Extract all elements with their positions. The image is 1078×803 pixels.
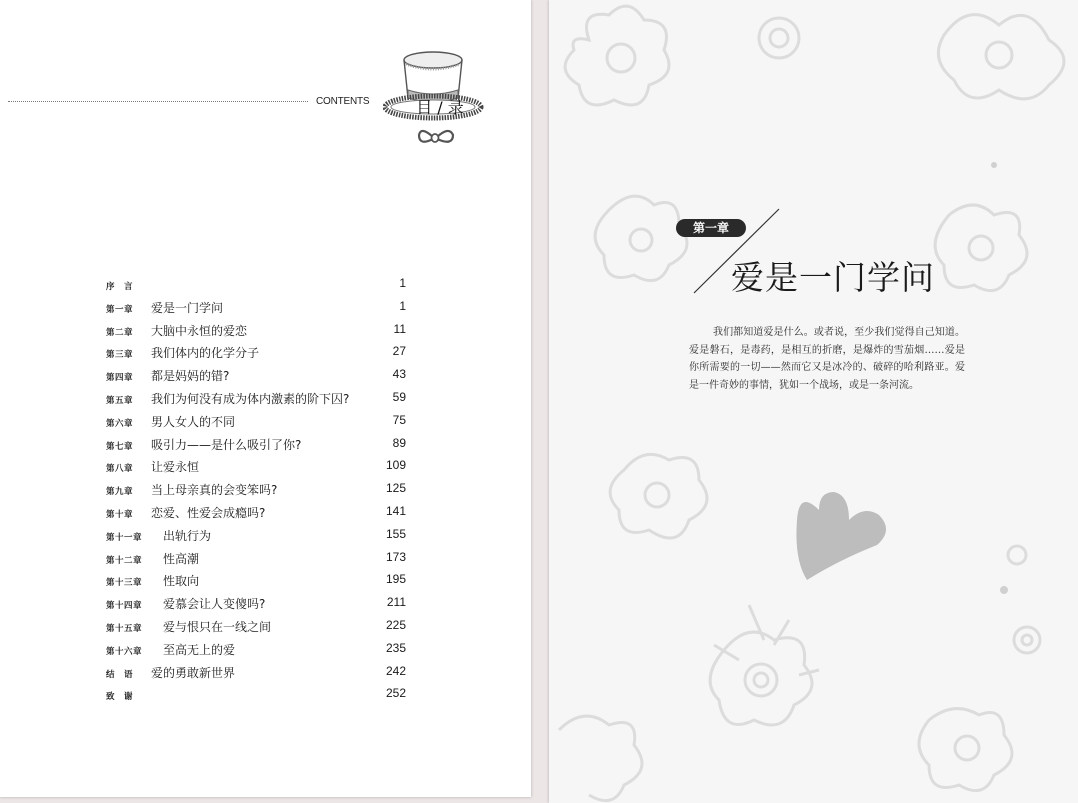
entry-title: 吸引力——是什么吸引了你? <box>151 437 302 452</box>
entry-page: 75 <box>392 412 406 427</box>
toc-entry[interactable] <box>106 455 406 478</box>
entry-page: 11 <box>393 321 406 336</box>
entry-title: 爱慕会让人变傻吗? <box>163 597 266 612</box>
entry-label: 序 言 <box>106 282 134 292</box>
toc-entry[interactable] <box>106 661 406 684</box>
entry-title: 我们体内的化学分子 <box>151 346 260 361</box>
entry-page: 141 <box>385 503 406 518</box>
toc-entry[interactable] <box>106 592 406 615</box>
entry-title: 爱的勇敢新世界 <box>151 665 236 680</box>
entry-label: 第十二章 <box>106 555 143 566</box>
entry-label: 结 语 <box>106 669 134 680</box>
entry-page: 1 <box>399 298 406 313</box>
toc-entry[interactable] <box>106 683 406 706</box>
entry-title: 至高无上的爱 <box>163 642 236 657</box>
entry-title: 让爱永恒 <box>151 460 200 475</box>
entry-label: 第十三章 <box>106 578 143 589</box>
toc-entry[interactable] <box>106 501 406 524</box>
entry-page: 27 <box>392 344 406 359</box>
entry-label: 第三章 <box>106 350 134 361</box>
entry-label: 第十四章 <box>106 601 143 612</box>
entry-page: 173 <box>385 549 406 564</box>
entry-page: 43 <box>392 367 406 382</box>
toc-entry[interactable] <box>106 569 406 592</box>
entry-title: 当上母亲真的会变笨吗? <box>151 483 278 498</box>
entry-page: 59 <box>392 389 406 404</box>
entry-label: 第四章 <box>106 373 134 384</box>
entry-title: 性高潮 <box>163 551 200 566</box>
toc-entry[interactable] <box>106 273 406 296</box>
floral-doodle-background <box>549 0 1078 803</box>
toc-entry[interactable] <box>106 410 406 433</box>
entry-label: 第七章 <box>106 441 134 452</box>
entry-label: 第十一章 <box>106 532 143 543</box>
toc-title: 目 / 录 <box>416 98 464 117</box>
entry-title: 出轨行为 <box>163 528 212 543</box>
toc-entry[interactable] <box>106 341 406 364</box>
entry-page: 1 <box>399 276 406 290</box>
entry-label: 第六章 <box>106 418 134 429</box>
entry-page: 252 <box>385 686 406 701</box>
entry-label: 第五章 <box>106 395 134 406</box>
toc-entry[interactable] <box>106 364 406 387</box>
toc-page <box>0 0 531 797</box>
toc-entry[interactable] <box>106 296 406 319</box>
chapter-badge: 第一章 <box>676 219 746 237</box>
entry-page: 211 <box>386 595 406 610</box>
chapter-intro-text: 我们都知道爱是什么。或者说，至少我们觉得自己知道。爱是磐石，是毒药，是相互的折磨，是爆炸的雪茄烟……爱是你所需要的一切——然而它又是冰冷的、破碎的哈利路亚。爱是一件奇妙的事情，犹如一个战场，或是一条河流。 <box>689 327 965 391</box>
entry-page: 235 <box>385 640 406 655</box>
entry-page: 155 <box>385 526 406 541</box>
entry-page: 125 <box>385 481 406 496</box>
toc-entry[interactable] <box>106 524 406 547</box>
toc-entry[interactable] <box>106 638 406 661</box>
toc-entry[interactable] <box>106 433 406 456</box>
entry-title: 爱是一门学问 <box>151 300 224 315</box>
entry-label: 第十五章 <box>106 623 143 634</box>
heart-shape <box>796 492 886 580</box>
entry-label: 第十章 <box>106 509 134 520</box>
entry-label: 致 谢 <box>106 692 134 703</box>
entry-title: 恋爱、性爱会成瘾吗? <box>151 505 266 520</box>
entry-label: 第十六章 <box>106 646 143 657</box>
entry-page: 89 <box>392 435 406 450</box>
entry-label: 第二章 <box>106 327 134 338</box>
entry-page: 242 <box>385 663 406 678</box>
entry-label: 第一章 <box>106 304 134 315</box>
toc-entry[interactable] <box>106 615 406 638</box>
entry-title: 我们为何没有成为体内激素的阶下囚? <box>151 391 350 406</box>
toc-entry[interactable] <box>106 478 406 501</box>
contents-label: CONTENTS <box>316 96 370 107</box>
entry-title: 都是妈妈的错? <box>151 369 230 384</box>
entry-title: 男人女人的不同 <box>151 414 236 429</box>
chapter-title: 爱是一门学问 <box>731 258 935 297</box>
entry-label: 第八章 <box>106 464 134 475</box>
entry-title: 大脑中永恒的爱恋 <box>151 323 248 338</box>
entry-page: 225 <box>385 617 406 632</box>
toc-entry[interactable] <box>106 547 406 570</box>
toc-entry[interactable] <box>106 387 406 410</box>
dotted-rule <box>8 101 308 102</box>
entry-page: 109 <box>385 458 406 473</box>
toc-entry[interactable] <box>106 319 406 342</box>
entry-label: 第九章 <box>106 487 134 498</box>
entry-page: 195 <box>385 572 406 587</box>
toc-list <box>106 273 406 706</box>
entry-title: 爱与恨只在一线之间 <box>163 619 272 634</box>
entry-title: 性取向 <box>163 574 200 589</box>
chapter-opening-page <box>549 0 1078 803</box>
